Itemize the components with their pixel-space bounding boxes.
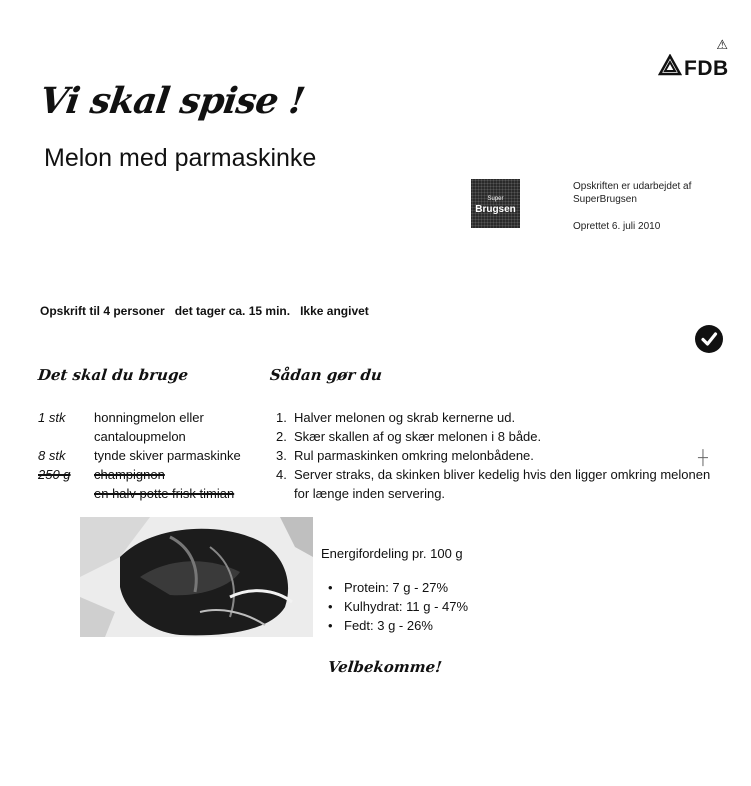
method-step: [276, 427, 716, 446]
step-text: Server straks, da skinken bliver kedelig hvis den ligger omkring melonen for længe inden servering.: [294, 467, 711, 501]
method-step: [276, 408, 716, 427]
nutrition-item-text: Fedt: 3 g - 26%: [344, 618, 433, 633]
bullet-icon: •: [328, 618, 333, 633]
step-text: Rul parmaskinken omkring melonbådene.: [294, 448, 534, 463]
ingredient-row-struck: [38, 465, 278, 484]
author-note: Opskriften er udarbejdet af SuperBrugsen: [573, 181, 692, 205]
step-number: 1.: [276, 410, 287, 425]
nutrition-list: [328, 578, 468, 635]
recipe-photo: [80, 517, 313, 637]
method-step: [276, 465, 716, 503]
ingredient-qty: 250 g: [38, 467, 71, 482]
step-number: 2.: [276, 429, 287, 444]
ingredient-name: en halv potte frisk timian: [94, 486, 235, 501]
step-text: Halver melonen og skrab kernerne ud.: [294, 410, 516, 425]
ingredient-qty: 1 stk: [38, 410, 66, 425]
superbrugsen-logo: [471, 179, 520, 228]
step-text: Skær skallen af og skær melonen i 8 både.: [294, 429, 542, 444]
step-number: 3.: [276, 448, 287, 463]
nutrition-item: [328, 578, 468, 597]
ingredient-row: [38, 427, 278, 446]
warning-triangle-icon: ⚠: [716, 37, 728, 52]
brugsen-logo-super: Super: [487, 196, 504, 202]
bullet-icon: •: [328, 580, 333, 595]
ingredient-row: [38, 446, 278, 465]
method-heading: Sådan gør du: [269, 366, 383, 384]
ingredient-name: champignon: [94, 467, 165, 482]
method-list: [276, 408, 716, 503]
brugsen-logo-name: Brugsen: [475, 204, 516, 215]
crosshair-mark-icon: ┼: [698, 449, 708, 465]
bullet-icon: •: [328, 599, 333, 614]
nutrition-item: [328, 597, 468, 616]
created-date: Oprettet 6. juli 2010: [573, 221, 661, 232]
step-number: 4.: [276, 467, 287, 482]
ingredients-list: [38, 408, 278, 503]
recipe-info-line: Opskrift til 4 personer det tager ca. 15 min. Ikke angivet: [40, 304, 369, 318]
ingredient-name: honningmelon eller: [94, 410, 204, 425]
nutrition-heading: Energifordeling pr. 100 g: [321, 546, 463, 561]
fdb-logo-text: FDB: [684, 57, 729, 80]
fdb-logo-mark-icon: [658, 54, 682, 82]
ingredient-row-struck: [38, 484, 278, 503]
fdb-logo: [656, 38, 736, 82]
ingredient-row: [38, 408, 278, 427]
script-heading: Vi skal spise !: [37, 80, 307, 122]
nutrition-item-text: Kulhydrat: 11 g - 47%: [344, 599, 469, 614]
checkmark-circle-icon: [695, 325, 723, 353]
ingredient-qty: 8 stk: [38, 448, 66, 463]
nutrition-item: [328, 616, 468, 635]
ingredient-name: cantaloupmelon: [94, 429, 186, 444]
method-step: [276, 446, 716, 465]
nutrition-item-text: Protein: 7 g - 27%: [344, 580, 449, 595]
ingredients-heading: Det skal du bruge: [37, 366, 190, 384]
ingredient-name: tynde skiver parmaskinke: [94, 448, 241, 463]
page-title: Melon med parmaskinke: [44, 144, 317, 172]
closing-greeting: Velbekomme!: [327, 658, 443, 676]
